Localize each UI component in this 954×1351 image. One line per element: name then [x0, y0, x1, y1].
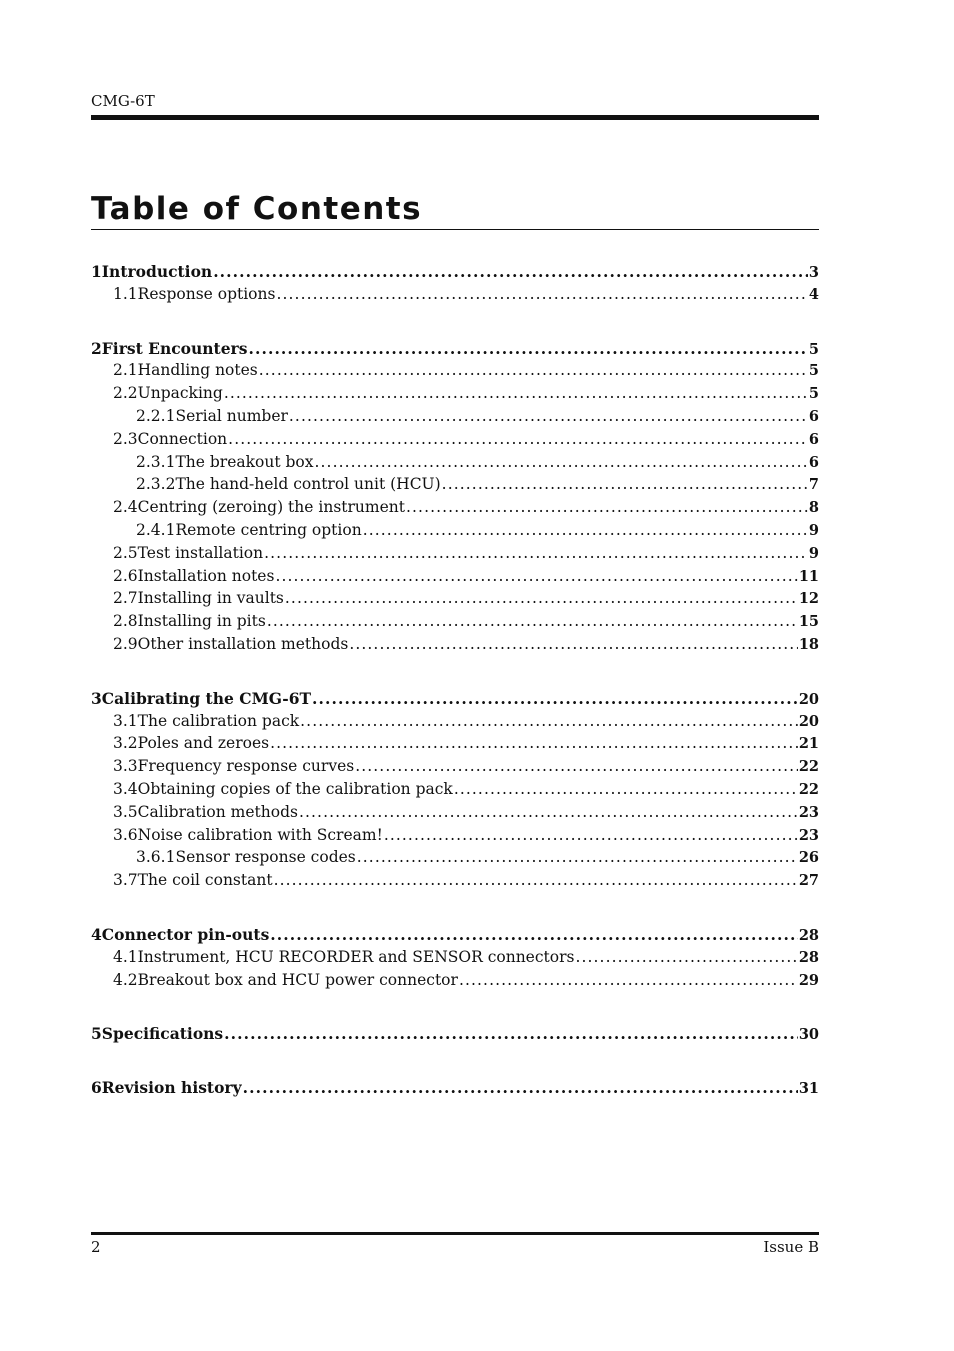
- toc-dot-leader: [363, 521, 808, 539]
- toc-entry-label: Breakout box and HCU power connector: [137, 970, 458, 989]
- toc-entry-page: 12: [798, 590, 819, 608]
- toc-section-entry[interactable]: [91, 612, 819, 635]
- toc-entry-number: 4.2: [113, 970, 138, 989]
- toc-entry-number: 3.7: [113, 871, 138, 890]
- toc-chapter-block: [91, 925, 819, 993]
- toc-entry-number: 4: [91, 924, 102, 944]
- toc-section-entry[interactable]: [91, 948, 819, 971]
- toc-entry-number: 6: [91, 1078, 102, 1098]
- toc-entry-label: Poles and zeroes: [137, 734, 270, 753]
- toc-entry-page: 3: [808, 264, 819, 281]
- toc-entry-page: 6: [808, 430, 819, 448]
- toc-dot-leader: [454, 780, 798, 798]
- toc-entry-label: Connector pin-outs: [101, 924, 270, 944]
- toc-entry-page: 4: [808, 285, 819, 303]
- toc-dot-leader: [459, 971, 798, 989]
- toc-entry-label: Centring (zeroing) the instrument: [137, 498, 405, 517]
- toc-entry-number: 5: [91, 1024, 102, 1044]
- toc-section-entry[interactable]: [91, 712, 819, 735]
- toc-section-entry[interactable]: [91, 734, 819, 757]
- toc-section-entry[interactable]: [91, 430, 819, 453]
- toc-entry-label: Specifications: [101, 1024, 224, 1044]
- toc-chapter-entry[interactable]: [91, 925, 819, 948]
- toc-dot-leader: [224, 384, 808, 402]
- toc-subsection-entry[interactable]: [91, 521, 819, 544]
- toc-entry-page: 22: [798, 780, 819, 798]
- toc-entry-number: 2.4.1: [136, 520, 176, 539]
- toc-dot-leader: [442, 475, 808, 493]
- toc-dot-leader: [314, 453, 807, 471]
- toc-section-entry[interactable]: [91, 567, 819, 590]
- toc-chapter-block: [91, 262, 819, 308]
- toc-entry-label: Connection: [137, 429, 228, 448]
- toc-entry-number: 2.3.2: [136, 475, 176, 494]
- toc-entry-label: Sensor response codes: [175, 848, 356, 867]
- toc-entry-page: 9: [808, 544, 819, 562]
- footer-page-number: 2: [91, 1238, 101, 1256]
- toc-entry-label: Installation notes: [137, 566, 275, 585]
- toc-entry-number: 3.6.1: [136, 848, 176, 867]
- toc-dot-leader: [224, 1024, 798, 1043]
- toc-entry-number: 3.5: [113, 802, 138, 821]
- toc-entry-number: 1: [91, 262, 102, 281]
- toc-entry-number: 2.3.1: [136, 452, 176, 471]
- toc-dot-leader: [243, 1078, 798, 1097]
- toc-entry-page: 22: [798, 758, 819, 776]
- toc-dot-leader: [312, 689, 798, 708]
- toc-entry-page: 18: [798, 635, 819, 653]
- toc-entry-number: 3.1: [113, 711, 138, 730]
- toc-entry-label: Installing in pits: [137, 612, 266, 631]
- toc-entry-number: 2.2.1: [136, 406, 176, 425]
- toc-subsection-entry[interactable]: [91, 848, 819, 871]
- toc-dot-leader: [276, 285, 807, 303]
- toc-chapter-entry[interactable]: [91, 1078, 819, 1101]
- toc-dot-leader: [285, 589, 798, 607]
- toc-dot-leader: [289, 407, 808, 425]
- toc-entry-page: 27: [798, 872, 819, 890]
- toc-entry-number: 3.6: [113, 825, 138, 844]
- footer-issue: Issue B: [763, 1238, 819, 1256]
- toc-section-entry[interactable]: [91, 361, 819, 384]
- toc-dot-leader: [270, 925, 798, 944]
- toc-section-entry[interactable]: [91, 780, 819, 803]
- toc-entry-number: 2.3: [113, 429, 138, 448]
- toc-entry-label: The coil constant: [137, 871, 273, 890]
- toc-entry-number: 2.6: [113, 566, 138, 585]
- toc-dot-leader: [248, 339, 807, 358]
- toc-entry-number: 2.5: [113, 543, 138, 562]
- toc-dot-leader: [406, 498, 808, 516]
- toc-subsection-entry[interactable]: [91, 407, 819, 430]
- footer-rule: [91, 1232, 819, 1235]
- toc-dot-leader: [274, 871, 798, 889]
- toc-entry-page: 21: [798, 735, 819, 753]
- toc-entry-label: Noise calibration with Scream!: [137, 825, 383, 844]
- header-rule: [91, 115, 819, 120]
- toc-entry-page: 9: [808, 521, 819, 539]
- toc-dot-leader: [270, 734, 798, 752]
- toc-entry-page: 7: [808, 476, 819, 494]
- toc-section-entry[interactable]: [91, 971, 819, 994]
- toc-section-entry[interactable]: [91, 544, 819, 567]
- toc-entry-number: 2.7: [113, 589, 138, 608]
- toc-section-entry[interactable]: [91, 871, 819, 894]
- toc-entry-number: 2.2: [113, 384, 138, 403]
- toc-entry-page: 26: [798, 849, 819, 867]
- toc-dot-leader: [384, 826, 798, 844]
- toc-chapter-entry[interactable]: [91, 262, 819, 285]
- toc-entry-number: 2.4: [113, 498, 138, 517]
- toc-entry-label: Instrument, HCU RECORDER and SENSOR connectors: [137, 947, 575, 966]
- toc-entry-number: 3.4: [113, 779, 138, 798]
- toc-dot-leader: [259, 361, 808, 379]
- toc-entry-label: Introduction: [101, 262, 213, 281]
- toc-dot-leader: [575, 948, 797, 966]
- toc-dot-leader: [228, 430, 808, 448]
- toc-entry-number: 2.8: [113, 612, 138, 631]
- toc-entry-label: Calibrating the CMG-6T: [101, 688, 312, 708]
- toc-dot-leader: [275, 567, 797, 585]
- toc-dot-leader: [300, 712, 798, 730]
- toc-entry-page: 5: [808, 385, 819, 403]
- toc-section-entry[interactable]: [91, 803, 819, 826]
- toc-entry-number: 1.1: [113, 284, 138, 303]
- toc-entry-page: 28: [798, 926, 819, 944]
- toc-entry-page: 5: [808, 340, 819, 358]
- toc-section-entry[interactable]: [91, 384, 819, 407]
- toc-subsection-entry[interactable]: [91, 475, 819, 498]
- toc-section-entry[interactable]: [91, 635, 819, 658]
- toc-dot-leader: [299, 803, 798, 821]
- running-header: CMG-6T: [91, 92, 155, 110]
- toc-entry-label: Calibration methods: [137, 802, 298, 821]
- toc-entry-number: 2: [91, 338, 102, 358]
- table-of-contents: [91, 262, 819, 1132]
- toc-dot-leader: [213, 262, 808, 281]
- toc-dot-leader: [264, 544, 808, 562]
- toc-entry-label: First Encounters: [101, 338, 248, 358]
- toc-chapter-entry[interactable]: [91, 1024, 819, 1047]
- toc-entry-label: Other installation methods: [137, 634, 349, 653]
- toc-dot-leader: [357, 848, 798, 866]
- toc-entry-page: 15: [798, 613, 819, 631]
- toc-entry-label: Obtaining copies of the calibration pack: [137, 779, 453, 798]
- toc-chapter-block: [91, 1024, 819, 1047]
- toc-section-entry[interactable]: [91, 498, 819, 521]
- toc-entry-label: Frequency response curves: [137, 757, 355, 776]
- document-page: [91, 0, 819, 1351]
- toc-entry-label: Revision history: [101, 1078, 242, 1098]
- toc-entry-number: 2.1: [113, 361, 138, 380]
- toc-entry-page: 30: [798, 1026, 819, 1044]
- toc-entry-label: The hand-held control unit (HCU): [175, 475, 441, 494]
- toc-entry-number: 4.1: [113, 947, 138, 966]
- toc-entry-page: 29: [798, 971, 819, 989]
- toc-entry-page: 20: [798, 690, 819, 708]
- title-rule: [91, 229, 819, 230]
- toc-entry-page: 23: [798, 826, 819, 844]
- toc-entry-label: Response options: [137, 284, 276, 303]
- toc-section-entry[interactable]: [91, 285, 819, 308]
- toc-chapter-entry[interactable]: [91, 339, 819, 362]
- toc-entry-page: 6: [808, 453, 819, 471]
- toc-entry-page: 8: [808, 499, 819, 517]
- toc-entry-page: 28: [798, 948, 819, 966]
- toc-entry-number: 3.2: [113, 734, 138, 753]
- toc-dot-leader: [267, 612, 798, 630]
- toc-entry-label: Installing in vaults: [137, 589, 284, 608]
- toc-section-entry[interactable]: [91, 589, 819, 612]
- toc-entry-page: 6: [808, 407, 819, 425]
- toc-dot-leader: [355, 757, 798, 775]
- toc-entry-page: 5: [808, 362, 819, 380]
- toc-entry-label: Test installation: [137, 543, 264, 562]
- page-title: Table of Contents: [91, 191, 423, 227]
- toc-entry-label: Remote centring option: [175, 520, 362, 539]
- toc-entry-page: 20: [798, 712, 819, 730]
- toc-section-entry[interactable]: [91, 757, 819, 780]
- toc-dot-leader: [349, 635, 797, 653]
- toc-chapter-block: [91, 689, 819, 894]
- toc-entry-number: 3: [91, 688, 102, 708]
- toc-section-entry[interactable]: [91, 826, 819, 849]
- toc-entry-page: 11: [798, 567, 819, 585]
- toc-entry-number: 2.9: [113, 634, 138, 653]
- toc-subsection-entry[interactable]: [91, 453, 819, 476]
- toc-entry-label: Serial number: [175, 406, 288, 425]
- toc-chapter-block: [91, 339, 819, 658]
- toc-entry-page: 23: [798, 803, 819, 821]
- toc-entry-number: 3.3: [113, 757, 138, 776]
- toc-entry-label: Handling notes: [137, 361, 258, 380]
- toc-chapter-block: [91, 1078, 819, 1101]
- toc-entry-label: The breakout box: [175, 452, 314, 471]
- toc-entry-label: Unpacking: [137, 384, 223, 403]
- toc-entry-page: 31: [798, 1080, 819, 1098]
- toc-chapter-entry[interactable]: [91, 689, 819, 712]
- toc-entry-label: The calibration pack: [137, 711, 300, 730]
